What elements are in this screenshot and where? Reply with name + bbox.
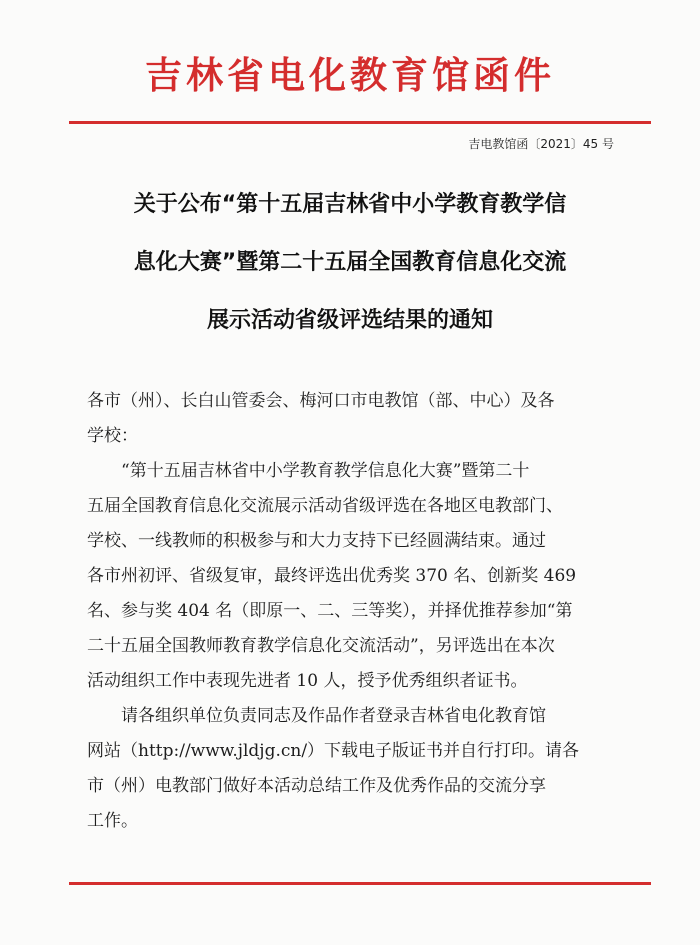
body-line: 市（州）电教部门做好本活动总结工作及优秀作品的交流分享: [87, 776, 546, 796]
letterhead-title: 吉林省电化教育馆函件: [145, 53, 555, 97]
notice-body: [87, 384, 627, 839]
body-line: 二十五届全国教师教育教学信息化交流活动”，另评选出在本次: [87, 636, 555, 656]
body-line: 各市州初评、省级复审，最终评选出优秀奖 370 名、创新奖 469: [87, 566, 577, 586]
body-line: “第十五届吉林省中小学教育教学信息化大赛”暨第二十: [87, 461, 530, 481]
body-line: 名、参与奖 404 名（即原一、二、三等奖），并择优推荐参加“第: [87, 601, 573, 621]
body-line: 五届全国教育信息化交流展示活动省级评选在各地区电教部门、: [87, 496, 563, 516]
body-line-with-website: 网站（http://www.jldjg.cn/）下载电子版证书并自行打印。请各: [87, 741, 580, 761]
header-divider-line: [69, 121, 651, 124]
salutation-line: 各市（州）、长白山管委会、梅河口市电教馆（部、中心）及各: [87, 391, 555, 411]
document-number: 吉电教馆函〔2021〕45 号: [468, 137, 614, 151]
notice-title-line: 关于公布“第十五届吉林省中小学教育教学信: [133, 192, 567, 217]
body-line: 学校、一线教师的积极参与和大力支持下已经圆满结束。通过: [87, 531, 546, 551]
notice-title-line: 息化大赛”暨第二十五届全国教育信息化交流: [133, 250, 567, 275]
notice-title-line: 展示活动省级评选结果的通知: [206, 308, 493, 333]
salutation-line: 学校：: [87, 426, 138, 446]
body-line: 活动组织工作中表现先进者 10 人，授予优秀组织者证书。: [87, 671, 528, 691]
notice-title: [60, 176, 640, 350]
footer-divider-line: [69, 882, 651, 885]
body-line: 请各组织单位负责同志及作品作者登录吉林省电化教育馆: [87, 706, 546, 726]
body-line: 工作。: [87, 811, 138, 831]
